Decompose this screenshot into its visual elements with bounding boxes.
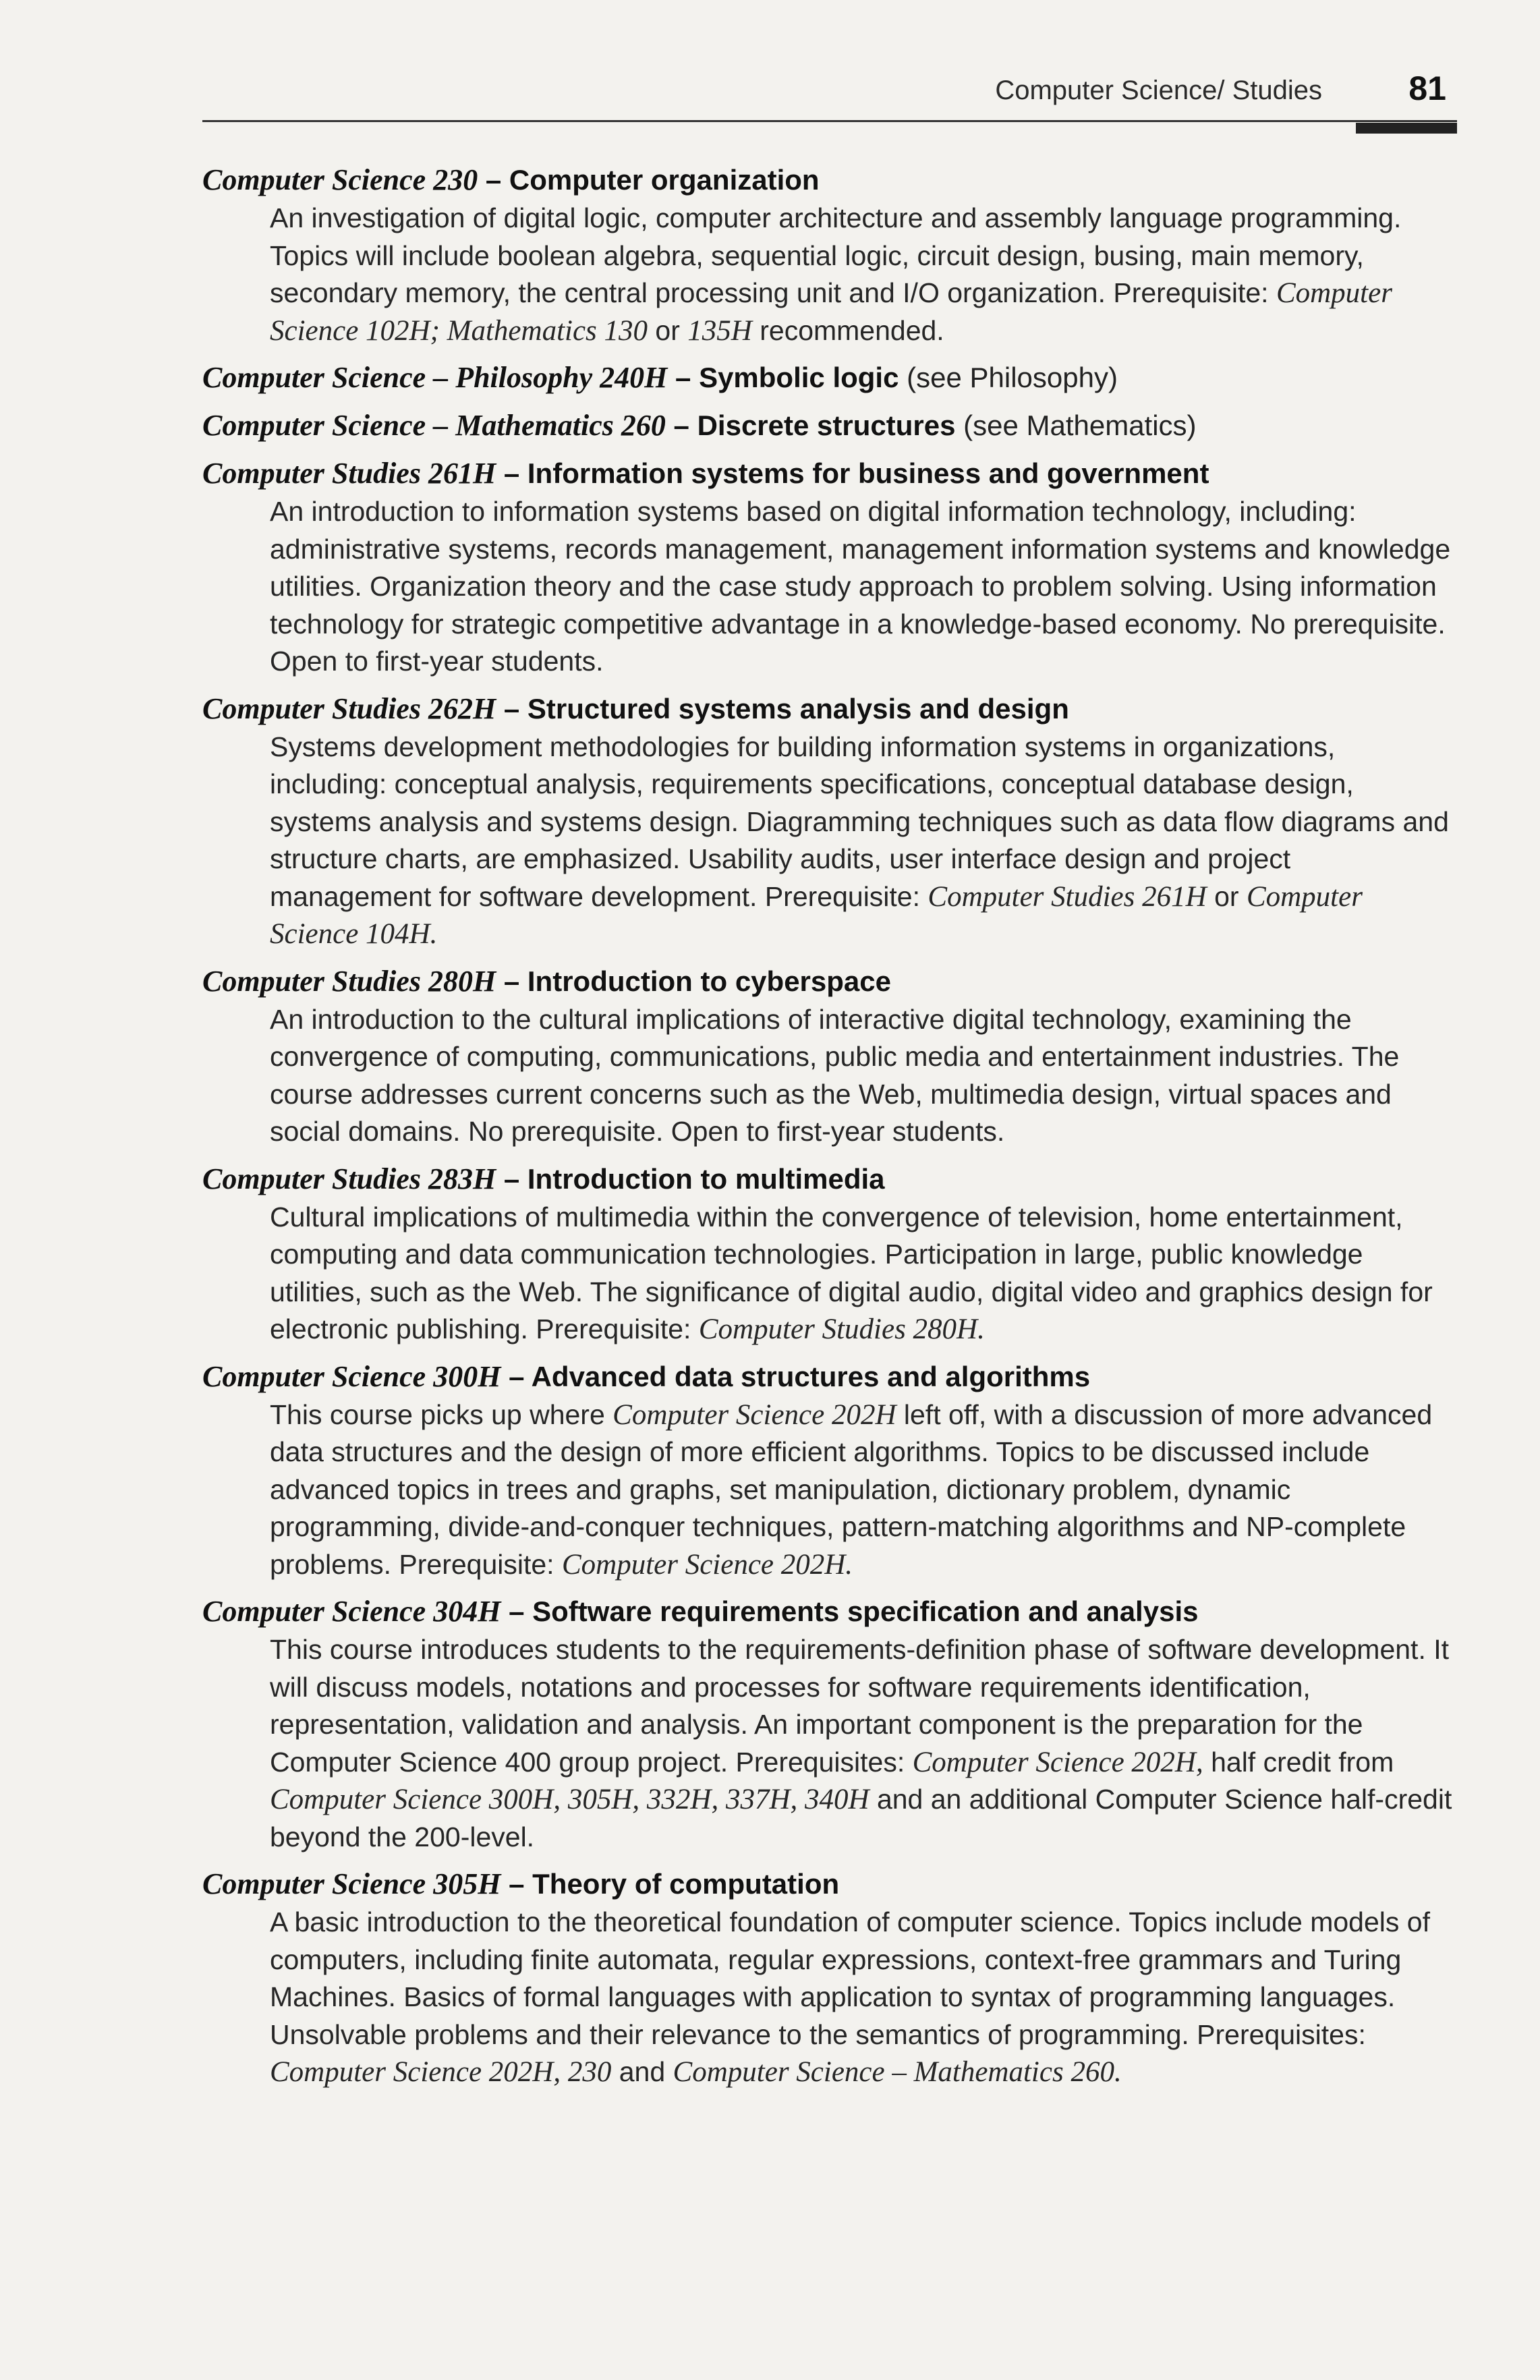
prerequisite-ref: Computer Science 202H,: [912, 1746, 1203, 1778]
course-entry: [202, 962, 1457, 1151]
course-code: Computer Science – Philosophy 240H: [202, 361, 668, 394]
course-description: [270, 1631, 1457, 1856]
course-title: Introduction to multimedia: [527, 1162, 885, 1195]
course-description: [270, 493, 1457, 681]
course-code: Computer Studies 262H: [202, 691, 496, 725]
course-title: Discrete structures: [697, 409, 956, 441]
prerequisite-ref: Computer Science – Mathematics 260.: [673, 2056, 1122, 2088]
prerequisite-ref: Computer Science 102H; Mathematics 130: [270, 277, 1392, 347]
course-heading: Computer Science 300H – Advanced data structures and algorithms: [202, 1359, 1091, 1393]
prerequisite-ref: Computer Science 104H.: [270, 880, 1363, 950]
course-title: Structured systems analysis and design: [527, 692, 1069, 725]
course-heading: Computer Studies 283H – Introduction to multimedia: [202, 1162, 885, 1195]
course-title: Symbolic logic: [699, 362, 899, 393]
description-text: An investigation of digital logic, computer architecture and assembly language programming. Topics will include boolean algebra, sequential logic, circuit design, busing, main memory, secondary memory, the central processing unit and I/O organization. Prerequisite:: [270, 202, 1402, 308]
prerequisite-ref: Computer Studies 261H: [928, 880, 1207, 913]
course-list: [202, 161, 1457, 2100]
course-description: [270, 1001, 1457, 1151]
running-title: Computer Science/ Studies: [995, 76, 1322, 105]
course-code: Computer Studies 280H: [202, 964, 496, 998]
course-heading: Computer Studies 280H – Introduction to cyberspace: [202, 964, 891, 998]
course-code: Computer Studies 261H: [202, 457, 496, 490]
description-text: This course picks up where: [270, 1398, 613, 1430]
course-entry: [202, 454, 1457, 681]
course-code: Computer Science 300H: [202, 1359, 501, 1393]
course-description: [270, 200, 1457, 349]
cross-reference: (see Mathematics): [963, 409, 1197, 441]
course-entry: [202, 689, 1457, 953]
description-text: half credit from: [1203, 1746, 1394, 1778]
course-heading: Computer Studies 262H – Structured systems analysis and design: [202, 691, 1069, 725]
course-entry: [202, 358, 1457, 397]
course-description: [270, 729, 1457, 953]
description-text: or: [648, 314, 688, 346]
course-code: Computer Science 305H: [202, 1867, 501, 1900]
course-entry: [202, 1160, 1457, 1349]
course-title: Software requirements specification and analysis: [532, 1595, 1199, 1627]
description-text: Cultural implications of multimedia within the convergence of television, home entertainment, computing and data communication technologies. Participation in large, public knowledge utilities, such as the Web. The significance of digital audio, digital video and graphics design for electronic publishing. Prerequisite:: [270, 1201, 1433, 1344]
course-code: Computer Studies 283H: [202, 1162, 496, 1195]
course-entry: [202, 406, 1457, 445]
prerequisite-ref: Computer Science 202H.: [561, 1548, 853, 1581]
course-code: Computer Science 304H: [202, 1595, 501, 1628]
course-title: Computer organization: [509, 164, 820, 196]
description-text: An introduction to information systems based on digital information technology, including: administrative systems, records management, management information systems and knowledge utilities. Organization theory and the case study approach to problem solving. Using information technology for strategic competitive advantage in a knowledge-based economy. No prerequisite. Open to first-year students.: [270, 496, 1451, 677]
prerequisite-ref: 135H: [687, 314, 752, 347]
description-text: Systems development methodologies for building information systems in organizations, including: conceptual analysis, requirements specifications, conceptual database design, systems analysis and systems design. Diagramming techniques such as data flow diagrams and structure charts, are emphasized. Usability audits, user interface design and project management for software development. Prerequisite:: [270, 731, 1449, 912]
course-description: [270, 1396, 1457, 1584]
header-thumb-tab: [1356, 123, 1457, 134]
course-entry: [202, 1592, 1457, 1856]
course-code: Computer Science 230: [202, 163, 478, 196]
description-text: or: [1206, 880, 1247, 912]
course-title: Advanced data structures and algorithms: [531, 1360, 1091, 1392]
course-code: Computer Science – Mathematics 260: [202, 409, 666, 442]
course-heading: Computer Science 305H – Theory of computation: [202, 1867, 840, 1900]
description-text: An introduction to the cultural implications of interactive digital technology, examining the convergence of computing, communications, public media and entertainment industries. The course addresses current concerns such as the Web, multimedia design, virtual spaces and social domains. No prerequisite. Open to first-year students.: [270, 1003, 1400, 1147]
header-rule: [202, 120, 1457, 122]
cross-reference: (see Philosophy): [907, 362, 1118, 393]
description-text: recommended.: [751, 314, 944, 346]
course-heading: Computer Science 304H – Software requirements specification and analysis: [202, 1595, 1199, 1628]
course-heading: Computer Science 230 – Computer organization: [202, 163, 820, 196]
course-entry: [202, 161, 1457, 349]
course-description: [270, 1904, 1457, 2091]
page-header: [202, 67, 1457, 121]
prerequisite-ref: Computer Science 300H, 305H, 332H, 337H, 340H: [270, 1784, 869, 1815]
page-number: 81: [1408, 69, 1446, 107]
course-heading: Computer Studies 261H – Information systems for business and government: [202, 457, 1209, 490]
prerequisite-ref: Computer Science 202H: [612, 1398, 896, 1431]
description-text: and: [611, 2056, 673, 2087]
course-title: Introduction to cyberspace: [527, 965, 891, 997]
description-text: This course introduces students to the requirements-definition phase of software development. It will discuss models, notations and processes for software requirements identification, representation, validation and analysis. An important component is the preparation for the Computer Science 400 group project. Prerequisites:: [270, 1634, 1450, 1778]
description-text: left off, with a discussion of more advanced data structures and the design of more efficient algorithms. Topics to be discussed include advanced topics in trees and graphs, set manipulation, dictionary problem, dynamic programming, divide-and-conquer techniques, pattern-matching algorithms and NP-complete problems. Prerequisite:: [270, 1398, 1433, 1580]
prerequisite-ref: Computer Studies 280H.: [698, 1313, 985, 1345]
course-title: Information systems for business and government: [527, 457, 1209, 489]
course-title: Theory of computation: [532, 1868, 840, 1900]
course-description: [270, 1199, 1457, 1349]
course-entry: [202, 1865, 1457, 2091]
course-entry: [202, 1357, 1457, 1584]
prerequisite-ref: Computer Science 202H, 230: [270, 2056, 612, 2088]
course-heading: Computer Science – Philosophy 240H – Symbolic logic (see Philosophy): [202, 361, 1118, 394]
description-text: A basic introduction to the theoretical foundation of computer science. Topics include models of computers, including finite automata, regular expressions, context-free grammars and Turing Machines. Basics of formal languages with application to syntax of programming languages. Unsolvable problems and their relevance to the semantics of programming. Prerequisites:: [270, 1906, 1430, 2050]
course-heading: Computer Science – Mathematics 260 – Discrete structures (see Mathematics): [202, 409, 1197, 442]
description-text: and an additional Computer Science half-credit beyond the 200-level.: [270, 1784, 1452, 1852]
